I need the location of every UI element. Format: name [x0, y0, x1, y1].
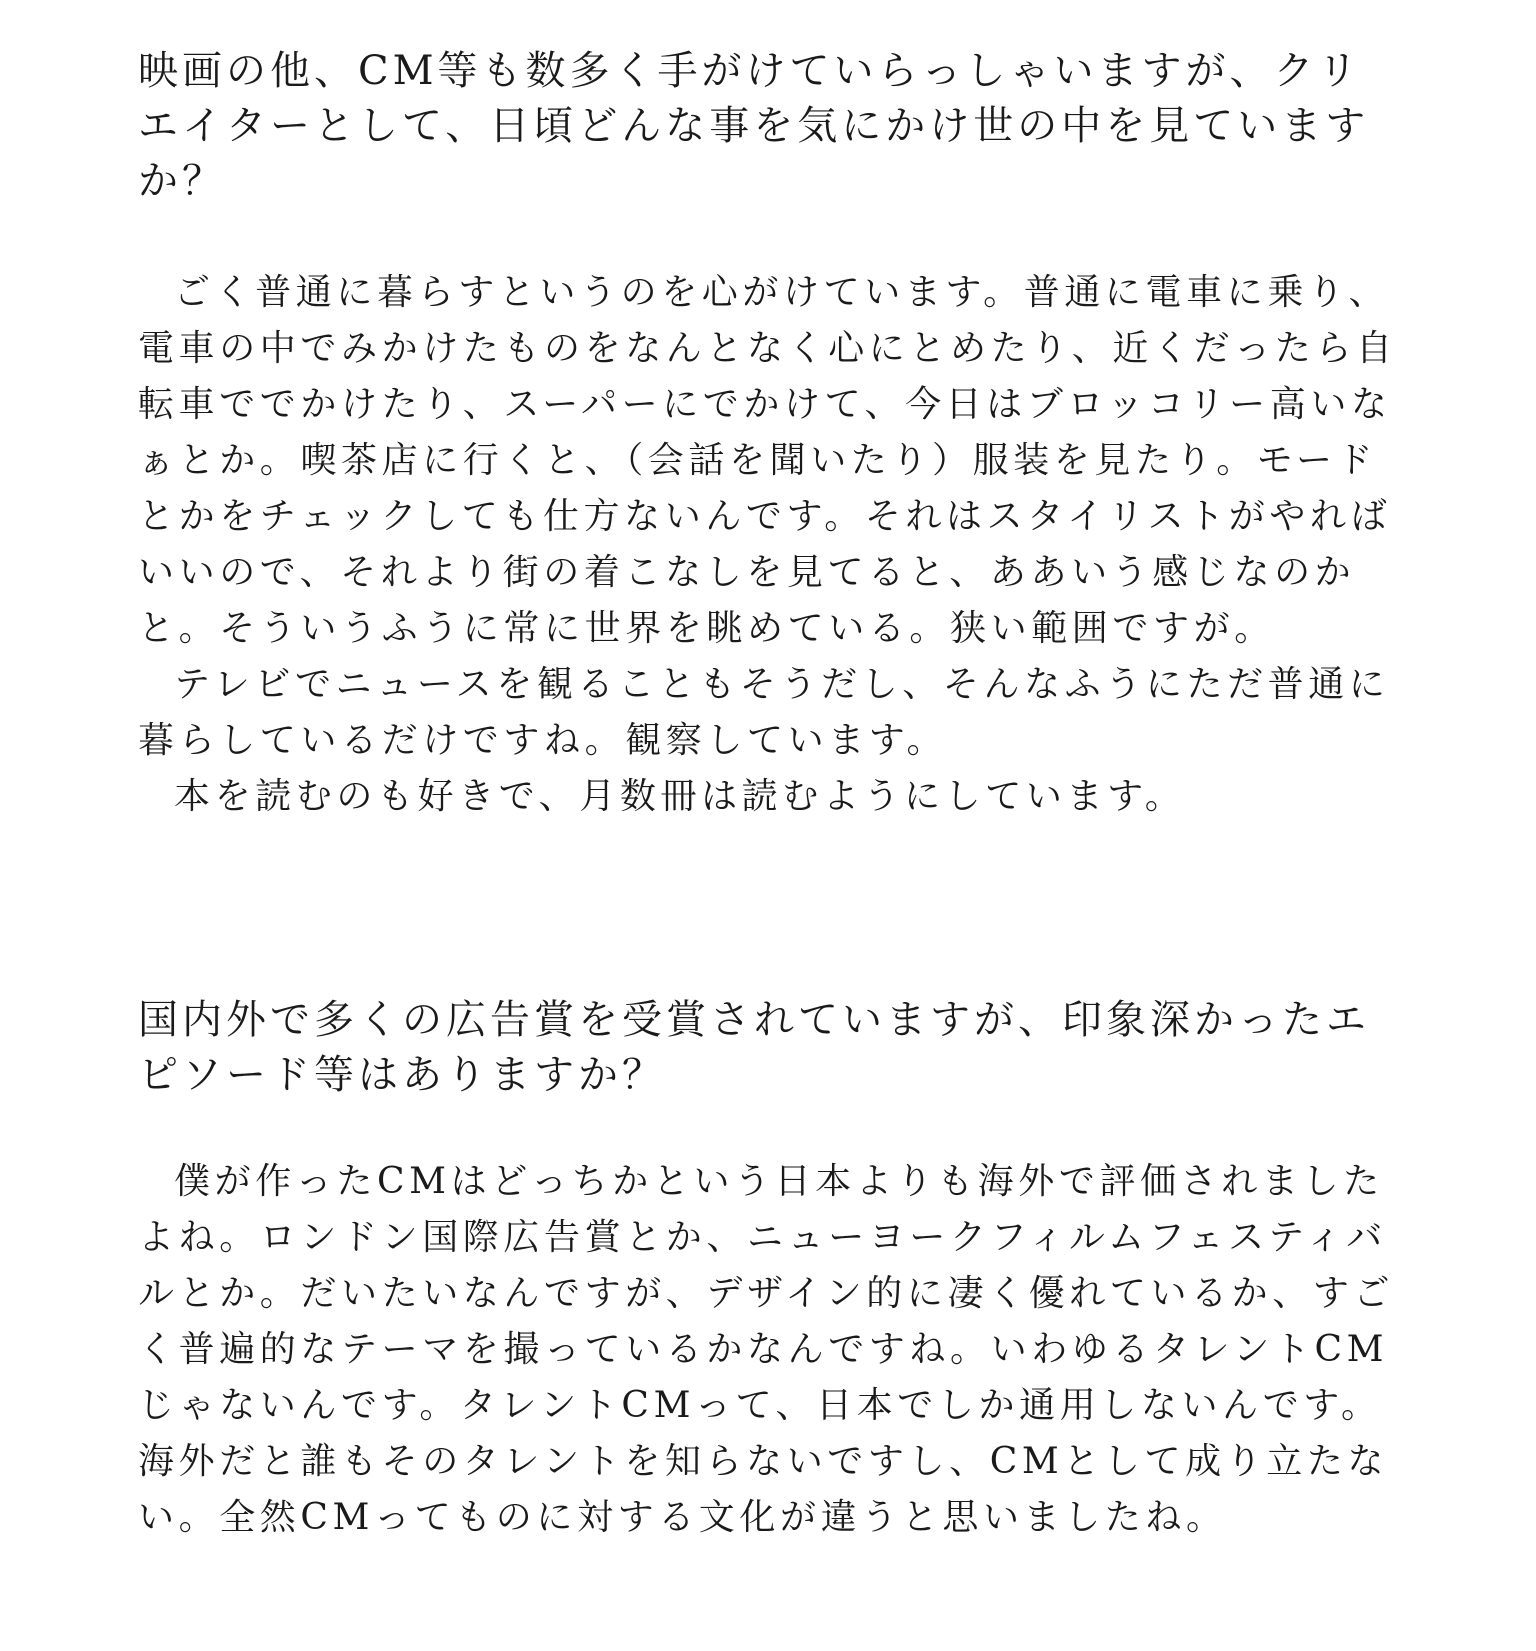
answer-paragraph: ごく普通に暮らすというのを心がけています。普通に電車に乗り、電車の中でみかけたものをなんとなく心にとめたり、近くだったら自転車ででかけたり、スーパーにでかけて、今日はブロッコリー高いなぁとか。喫茶店に行くと、（会話を聞いたり）服装を見たり。モードとかをチェックしても仕方ないんです。それはスタイリストがやればいいので、それより街の着こなしを見てると、ああいう感じなのかと。そういうふうに常に世界を眺めている。狭い範囲ですが。 [138, 272, 1397, 649]
answer-paragraph: 本を読むのも好きで、月数冊は読むようにしています。 [174, 776, 1186, 817]
answer-text [138, 265, 1402, 825]
answer-paragraph: テレビでニュースを観ることもそうだし、そんなふうにただ普通に暮らしているだけですね。観察しています。 [138, 664, 1390, 761]
answer-text [138, 1154, 1402, 1546]
question-heading: 映画の他、CM等も数多く手がけていらっしゃいますが、クリエイターとして、日頃どんな事を気にかけ世の中を見ていますか？ [138, 48, 1370, 204]
question-heading: 国内外で多くの広告賞を受賞されていますが、印象深かったエピソード等はありますか？ [138, 997, 1370, 1098]
qa-section-awards [138, 993, 1402, 1546]
answer-paragraph: 僕が作ったCMはどっちかという日本よりも海外で評価されましたよね。ロンドン国際広告賞とか、ニューヨークフィルムフェスティバルとか。だいたいなんですが、デザイン的に凄く優れているか、すごく普遍的なテーマを撮っているかなんですね。いわゆるタレントCMじゃないんです。タレントCMって、日本でしか通用しないんです。海外だと誰もそのタレントを知らないですし、CMとして成り立たない。全然CMってものに対する文化が違うと思いましたね。 [138, 1161, 1395, 1538]
interview-page [138, 44, 1402, 1546]
qa-section-daily-observation [138, 44, 1402, 825]
